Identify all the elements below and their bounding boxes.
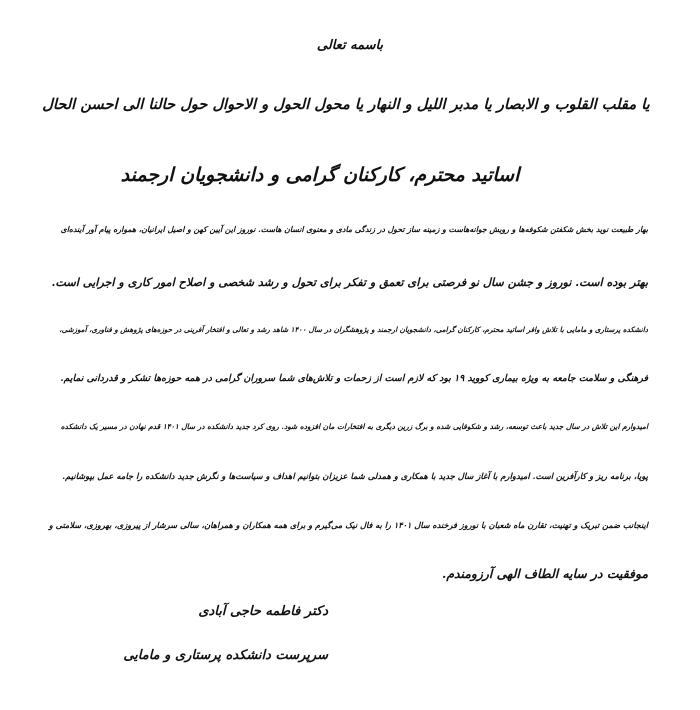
body-line: پویا، برنامه ریز و کارآفرین است. امیدوارم با آغاز سال جدید با همکاری و همدلی شما عزیزان بتوانیم اهداف و سیاست‌ها و نگرش جدید دانشکده را جامه عمل بپوشانیم. xyxy=(62,471,648,481)
body-line: امیدوارم این تلاش در سال جدید باعث توسعه، رشد و شکوفایی شده و برگ زرین دیگری به افتخارات مان افزوده شود. روی کرد جدید دانشکده در سال ۱۴۰۱ قدم نهادن در مسیر یک دانشکده xyxy=(60,422,648,431)
body-line: اینجانب ضمن تبریک و تهنیت، تقارن ماه شعبان با نوروز فرخنده سال ۱۴۰۱ را به فال نیک می‌گیرم و برای همه همکاران و همراهان، سالی سرشار از پیروزی، بهروزی، سلامتی و xyxy=(48,520,648,530)
salutation-heading: اساتید محترم، کارکنان گرامی و دانشجویان ارجمند xyxy=(120,164,520,186)
signatory-name: دکتر فاطمه حاجی آبادی xyxy=(198,604,328,619)
supplication-heading: یا مقلب القلوب و الابصار یا مدبر اللیل و النهار یا محول الحول و الاحوال حول حالنا الی احسن الحال xyxy=(42,96,650,113)
body-line: بهتر بوده است. نوروز و جشن سال نو فرصتی برای تعمق و تفکر برای تحول و رشد شخصی و اصلاح امور کاری و اجرایی است. xyxy=(51,275,648,289)
signatory-title: سرپرست دانشکده پرستاری و مامایی xyxy=(123,648,328,663)
body-line: بهار طبیعت نوید بخش شکفتن شکوفه‌ها و رویش جوانه‌هاست و زمینه ساز تحول در زندگی مادی و معنوی انسان هاست. نوروز این آیین کهن و اصیل ایرانیان، همواره پیام آور آینده‌ای xyxy=(60,225,648,234)
body-line: دانشکده پرستاری و مامایی با تلاش وافر اساتید محترم، کارکنان گرامی، دانشجویان ارجمند و پژوهشگران در سال ۱۴۰۰ شاهد رشد و تعالی و افتخار آفرینی در حوزه‌های پژوهش و فناوری، آموزشی، xyxy=(59,325,648,334)
body-line: فرهنگی و سلامت جامعه به ویژه بیماری کووید ۱۹ بود که لازم است از زحمات و تلاش‌های شما سروران گرامی در همه حوزه‌ها تشکر و قدردانی نمایم. xyxy=(60,373,648,384)
invocation: باسمه تعالی xyxy=(316,38,384,53)
body-line: موفقیت در سایه الطاف الهی آرزومندم. xyxy=(442,566,648,581)
